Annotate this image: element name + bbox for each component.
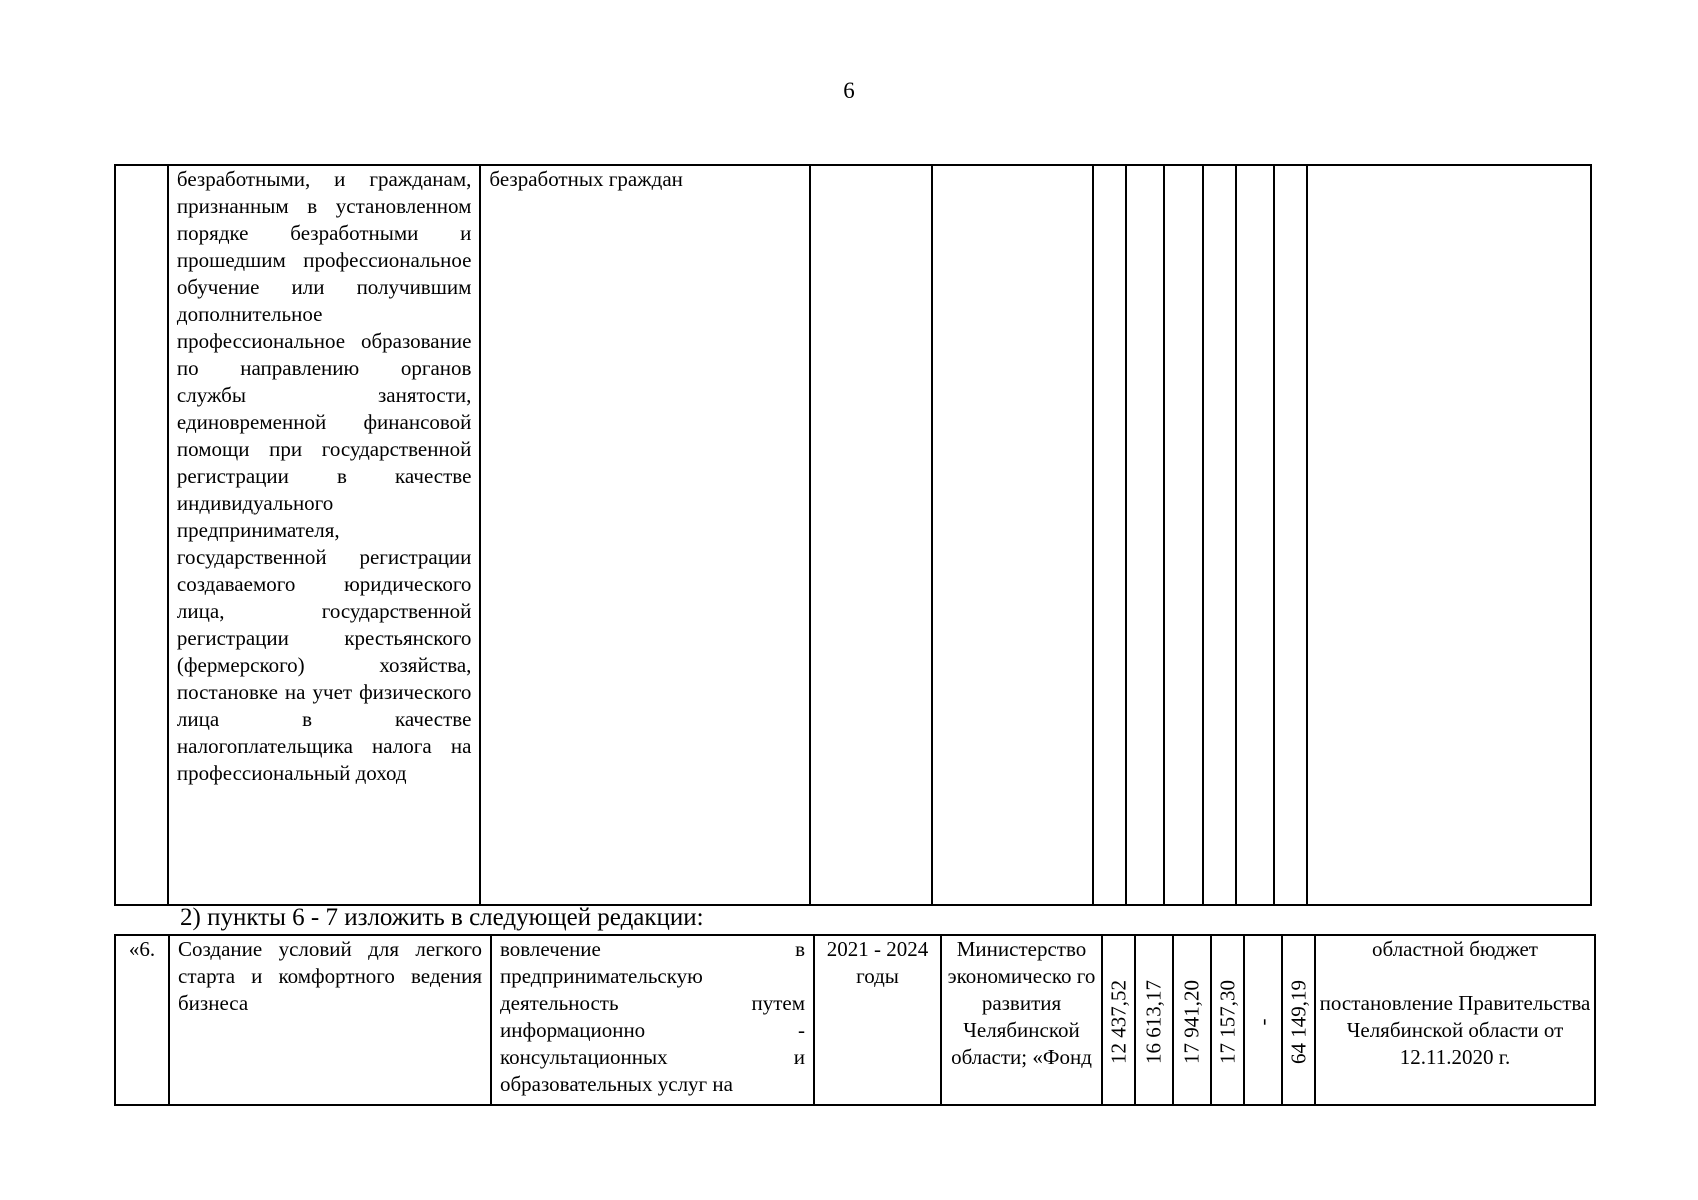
amount-cell	[1173, 935, 1211, 1105]
amount-total: 64 149,19	[1286, 980, 1310, 1064]
measure-cell	[169, 935, 491, 1105]
amount-cell	[1126, 165, 1165, 905]
amount-cell	[1164, 165, 1203, 905]
table-row	[115, 935, 1595, 1105]
amount-cell	[1282, 935, 1315, 1105]
amendment-instruction: 2) пункты 6 - 7 изложить в следующей редакции:	[180, 904, 704, 931]
result-text: вовлечение в предпринимательскую деятельность путем информационно - консультационных и образовательных услуг на	[500, 937, 805, 1096]
measure-cell	[168, 165, 481, 905]
result-cell	[491, 935, 814, 1105]
measure-text: безработными, и гражданам, признанным в установленном порядке безработными и прошедшим профессиональное обучение или получившим дополнительное профессиональное образование по направлению органов службы занятости, единовременной финансовой помощи при государственной регистрации в качестве индивидуального предпринимателя, государственной регистрации создаваемого юридического лица, государственной регистрации крестьянского (фермерского) хозяйства, постановке на учет физического лица в качестве налогоплательщика налога на профессиональный доход	[176, 167, 472, 785]
amount-2023: 17 941,20	[1179, 980, 1204, 1064]
number-cell	[115, 935, 169, 1105]
number-cell	[115, 165, 168, 905]
period-cell	[814, 935, 941, 1105]
item-number: «6.	[128, 937, 156, 961]
period-text: 2021 - 2024 годы	[826, 937, 929, 988]
result-text: безработных граждан	[489, 167, 683, 191]
measure-text: Создание условий для легкого старта и комфортного ведения бизнеса	[178, 937, 482, 1015]
measures-table-continuation	[114, 164, 1592, 906]
amount-2021: 12 437,52	[1106, 980, 1130, 1064]
amount-cell	[1211, 935, 1244, 1105]
amount-2024: 17 157,30	[1215, 980, 1239, 1064]
legal-basis: постановление Правительства Челябинской области от 12.11.2020 г.	[1319, 991, 1591, 1069]
amount-cell	[1093, 165, 1126, 905]
result-cell	[480, 165, 810, 905]
amount-2022: 16 613,17	[1141, 980, 1166, 1064]
table-row	[115, 165, 1591, 905]
source-cell	[1315, 935, 1595, 1105]
executor-cell	[941, 935, 1102, 1105]
funding-source: областной бюджет	[1372, 937, 1538, 961]
executor-cell	[932, 165, 1093, 905]
period-cell	[810, 165, 932, 905]
page-number: 6	[843, 78, 855, 103]
amount-cell	[1203, 165, 1236, 905]
amount-cell	[1135, 935, 1173, 1105]
executor-text: Министерство экономическо го развития Челябинской области; «Фонд	[947, 937, 1096, 1069]
amount-cell	[1244, 935, 1282, 1105]
amount-cell	[1274, 165, 1307, 905]
amount-cell	[1102, 935, 1135, 1105]
source-cell	[1307, 165, 1591, 905]
amount-cell	[1236, 165, 1275, 905]
amount-empty: -	[1250, 1018, 1275, 1026]
measures-table-new	[114, 934, 1596, 1106]
